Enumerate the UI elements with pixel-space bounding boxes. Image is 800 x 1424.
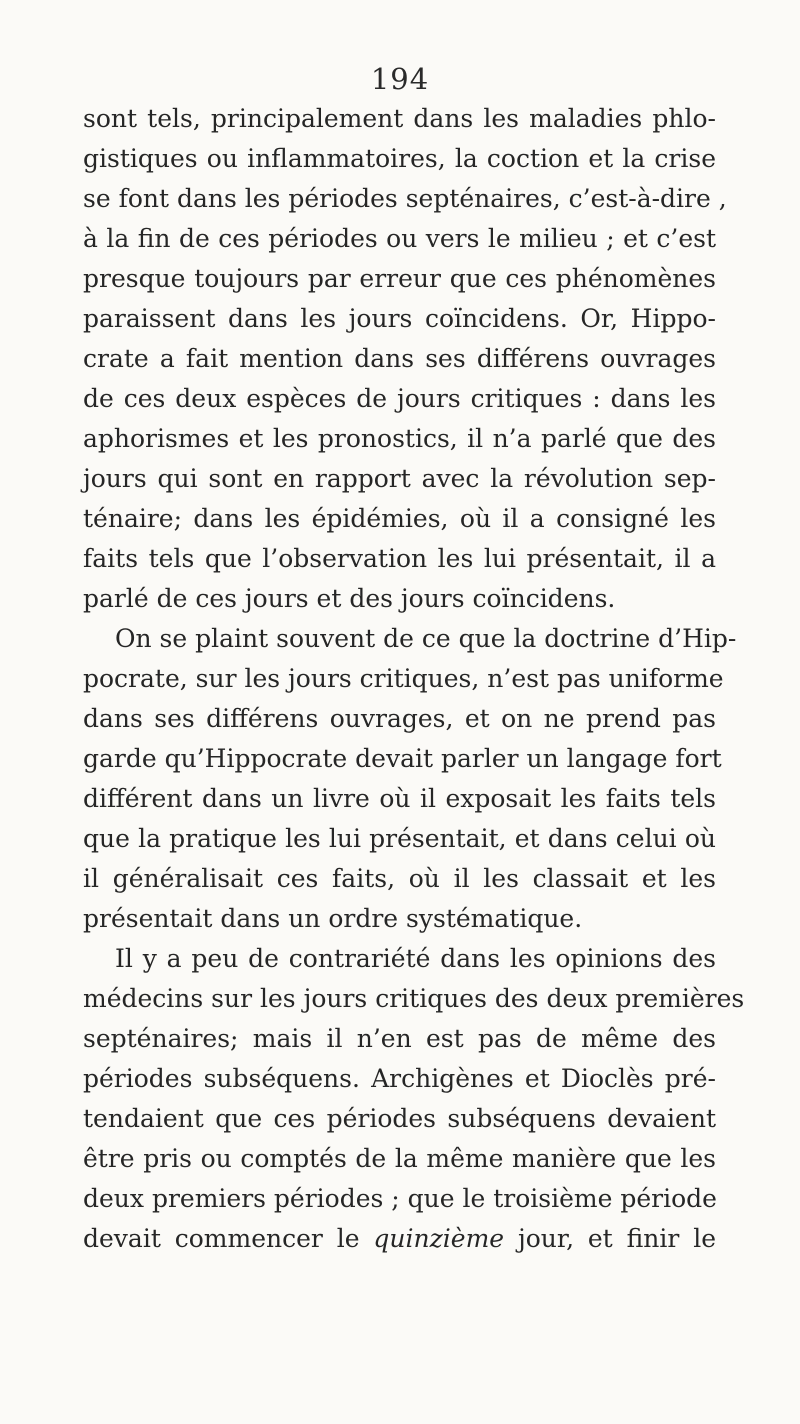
page-number: 194 (370, 62, 430, 96)
text-line: présentait dans un ordre systématique. (83, 904, 583, 933)
text-line: deux premiers périodes ; que le troisième période (83, 1184, 717, 1213)
text-line: paraissent dans les jours coïncidens. Or, Hippo- (83, 304, 716, 333)
text-line: gistiques ou inflammatoires, la coction et la crise (83, 144, 716, 173)
text-line-last (83, 1219, 716, 1259)
text-line: On se plaint souvent de ce que la doctrine d’Hip- (115, 624, 737, 653)
text-line: différent dans un livre où il exposait les faits tels (83, 784, 716, 813)
text-segment: devait commencer le (83, 1224, 374, 1253)
text-segment: jour, et finir le (504, 1224, 716, 1253)
text-line: être pris ou comptés de la même manière que les (83, 1144, 716, 1173)
text-line: dans ses différens ouvrages, et on ne prend pas (83, 704, 716, 733)
text-line: septénaires; mais il n’en est pas de même des (83, 1024, 716, 1053)
text-line: à la fin de ces périodes ou vers le milieu ; et c’est (83, 224, 716, 253)
text-line: parlé de ces jours et des jours coïncidens. (83, 584, 616, 613)
text-line: que la pratique les lui présentait, et dans celui où (83, 824, 716, 853)
text-line: sont tels, principalement dans les maladies phlo- (83, 104, 716, 133)
text-line: il généralisait ces faits, où il les classait et les (83, 864, 716, 893)
text-line: Il y a peu de contrariété dans les opinions des (115, 944, 716, 973)
text-line: périodes subséquens. Archigènes et Dioclès pré- (83, 1064, 716, 1093)
text-line: crate a fait mention dans ses différens ouvrages (83, 344, 716, 373)
text-line: faits tels que l’observation les lui présentait, il a (83, 544, 716, 573)
emphasis-text: quinzième (373, 1224, 505, 1253)
text-line: garde qu’Hippocrate devait parler un langage fort (83, 744, 722, 773)
text-line: se font dans les périodes septénaires, c’est-à-dire , (83, 184, 727, 213)
text-line: pocrate, sur les jours critiques, n’est pas uniforme (83, 664, 724, 693)
text-line: de ces deux espèces de jours critiques : dans les (83, 384, 716, 413)
text-line: tendaient que ces périodes subséquens devaient (83, 1104, 716, 1133)
text-line: aphorismes et les pronostics, il n’a parlé que des (83, 424, 716, 453)
text-line: médecins sur les jours critiques des deux premières (83, 984, 745, 1013)
text-line: ténaire; dans les épidémies, où il a consigné les (83, 504, 716, 533)
text-line: presque toujours par erreur que ces phénomènes (83, 264, 716, 293)
text-line: jours qui sont en rapport avec la révolution sep- (83, 464, 716, 493)
